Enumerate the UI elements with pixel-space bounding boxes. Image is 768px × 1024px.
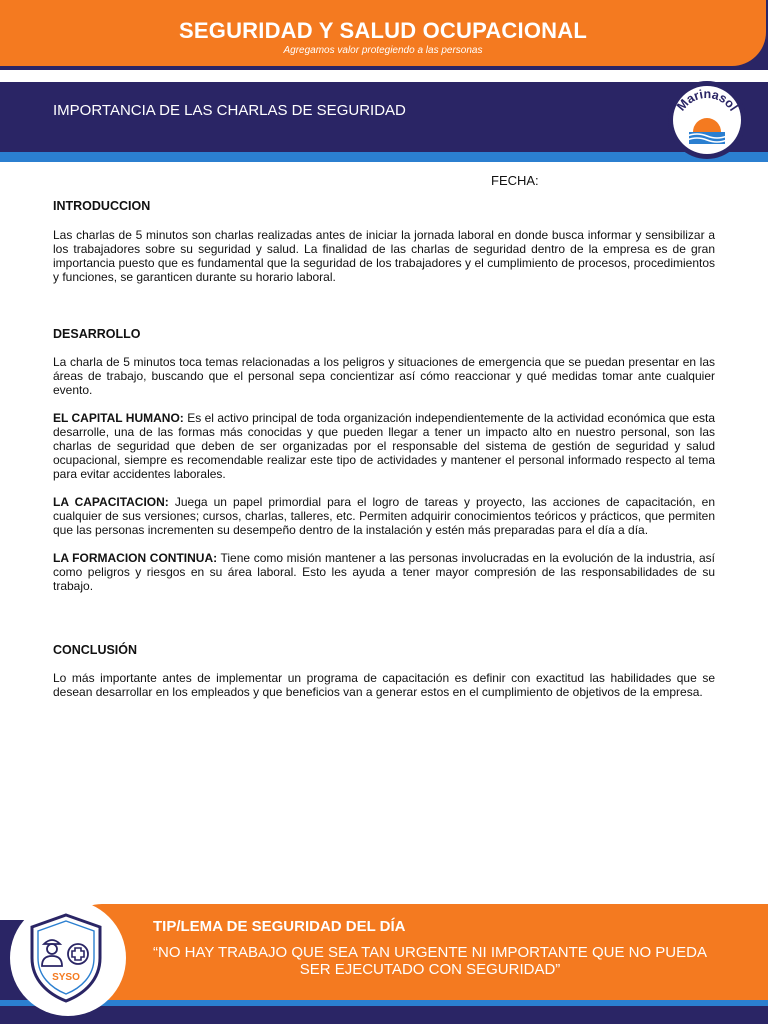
capacitacion-lead: LA CAPACITACION: — [53, 495, 169, 509]
formacion-text: Tiene como misión mantener a las personas involucradas en la evolución de la industria, así como peligros y riesgos en su área laboral. Esto les ayuda a tener mayor compresión de las responsabilidades de su trabajo. — [53, 551, 715, 593]
formacion-paragraph — [53, 551, 715, 593]
marinasol-logo — [663, 80, 751, 160]
page-title: SEGURIDAD Y SALUD OCUPACIONAL — [179, 18, 587, 43]
date-label: FECHA: — [491, 173, 539, 188]
logo-text: Marinasol — [674, 86, 741, 114]
badge-text: SYSO — [52, 972, 80, 983]
syso-shield-icon — [26, 912, 106, 1004]
intro-text: Las charlas de 5 minutos son charlas realizadas antes de iniciar la jornada laboral en donde busca informar y sensibilizar a los trabajadores sobre su seguridad y salud. La finalidad de las charlas de seguridad dentro de la empresa es de gran importancia puesto que es fundamental que la seguridad de los trabajadores y el cumplimiento de procesos, procedimientos y funciones, se garanticen durante su horario laboral. — [53, 228, 715, 284]
document-body — [53, 199, 715, 699]
formacion-lead: LA FORMACION CONTINUA: — [53, 551, 218, 565]
capacitacion-paragraph — [53, 495, 715, 537]
capital-humano-text: Es el activo principal de toda organización independientemente de la actividad económica que esta desarrolle, una de las formas más conocidas y que pueden llegar a tener un impacto alto en nuestro personal, son las charlas de seguridad que deben de ser organizadas por el responsable del sistema de gestión de seguridad y salud ocupacional, siempre es recomendable realizar este tipo de actividades y mantener el personal informado respecto al tema para evitar accidentes laborales. — [53, 411, 716, 481]
section-title: IMPORTANCIA DE LAS CHARLAS DE SEGURIDAD — [53, 102, 406, 119]
blue-divider — [0, 152, 768, 162]
capacitacion-text: Juega un papel primordial para el logro de tareas y proyecto, las acciones de capacitación, en cualquier de sus versiones; cursos, charlas, talleres, etc. Permiten adquirir conocimientos teóricos y prácticos, que permiten que las personas incrementen su desempeño dentro de la instalación y estén más preparadas para el día a día. — [53, 495, 716, 537]
tip-quote: “NO HAY TRABAJO QUE SEA TAN URGENTE NI IMPORTANTE QUE NO PUEDA SER EJECUTADO CON SEGURIDAD” — [153, 944, 707, 978]
conclusion-text: Lo más importante antes de implementar un programa de capacitación es definir con exactitud las habilidades que se desean desarrollar en los empleados y que beneficios van a generar estos en el cumplimiento de objetivos de la empresa. — [53, 671, 715, 699]
intro-heading: INTRODUCCION — [53, 199, 151, 213]
page-subtitle: Agregamos valor protegiendo a las personas — [283, 45, 483, 56]
footer-blue-strip — [0, 1000, 768, 1006]
desarrollo-heading: DESARROLLO — [53, 327, 141, 341]
capital-humano-lead: EL CAPITAL HUMANO: — [53, 411, 184, 425]
tip-title: TIP/LEMA DE SEGURIDAD DEL DÍA — [153, 918, 406, 935]
desarrollo-text: La charla de 5 minutos toca temas relacionadas a los peligros y situaciones de emergencia que se puedan presentar en las áreas de trabajo, buscando que el personal sepa concientizar así cómo reaccionar y qué medidas tomar ante cualquier evento. — [53, 355, 715, 397]
conclusion-heading: CONCLUSIÓN — [53, 643, 138, 657]
capital-humano-paragraph — [53, 411, 715, 481]
